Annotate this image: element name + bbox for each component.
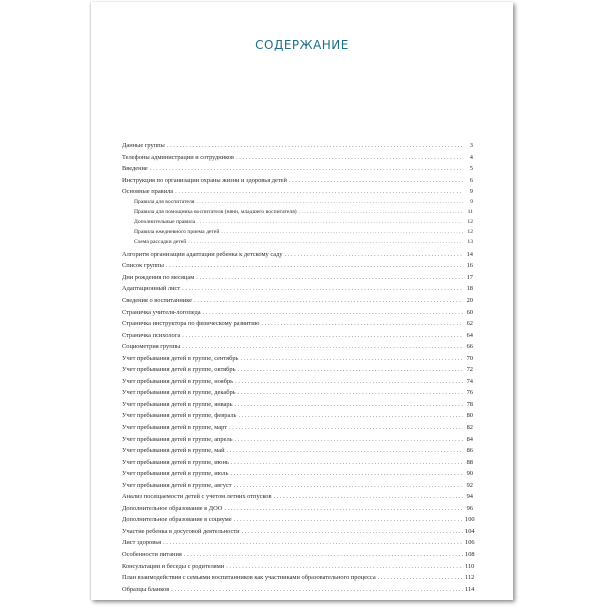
toc-entry <box>122 420 473 432</box>
toc-entry <box>122 558 473 570</box>
toc-page-number: 96 <box>466 504 473 512</box>
toc-page-number: 112 <box>465 574 475 582</box>
toc-page-number: 90 <box>466 470 473 478</box>
toc-dot-leader <box>378 574 463 581</box>
toc-page-number: 114 <box>465 585 475 593</box>
toc-page-number: 66 <box>466 343 473 351</box>
toc-entry-title: Социометрия группы <box>122 343 181 351</box>
toc-page-number: 72 <box>466 366 473 374</box>
toc-entry <box>122 150 473 162</box>
toc-dot-leader <box>163 539 463 546</box>
toc-entry-title: Страничка инструктора по физическому развитию <box>122 320 260 328</box>
document-page <box>91 2 513 600</box>
toc-dot-leader <box>224 505 463 512</box>
toc-entry <box>122 397 473 409</box>
toc-entry-title: Консультации и беседы с родителями <box>122 562 225 570</box>
toc-entry-title: Схема рассадки детей <box>134 239 187 246</box>
toc-entry <box>122 547 473 559</box>
toc-entry-title: Учет пребывания детей в группе, июнь <box>122 458 229 466</box>
toc-dot-leader <box>273 493 463 500</box>
toc-entry-title: Алгоритм организации адаптации ребенка к детскому саду <box>122 250 283 258</box>
toc-entry-title: Страничка психолога <box>122 331 181 339</box>
toc-dot-leader <box>194 297 463 304</box>
toc-entry-title: Основные правила <box>122 188 174 196</box>
toc-entry-title: Дополнительное образование в ДОО <box>122 504 223 512</box>
toc-page-number: 100 <box>465 516 475 524</box>
toc-entry <box>122 281 473 293</box>
toc-entry-title: Дополнительные правила <box>134 218 196 225</box>
toc-page-number: 3 <box>469 142 473 150</box>
toc-dot-leader <box>188 239 463 246</box>
toc-page-number: 12 <box>467 218 473 225</box>
toc-page-number: 11 <box>467 208 473 215</box>
toc-subentry <box>122 226 473 236</box>
toc-dot-leader <box>167 142 463 149</box>
toc-entry-title: Образцы бланков <box>122 585 170 593</box>
toc-page-number: 9 <box>469 188 473 196</box>
toc-entry-title: Дни рождения по месяцам <box>122 273 195 281</box>
toc-entry-title: Список группы <box>122 262 164 270</box>
toc-dot-leader <box>182 285 463 292</box>
toc-dot-leader <box>299 209 463 216</box>
toc-subentry <box>122 216 473 226</box>
toc-dot-leader <box>238 389 463 396</box>
toc-entry <box>122 501 473 513</box>
page-title: СОДЕРЖАНИЕ <box>255 38 349 52</box>
toc-page-number: 14 <box>466 250 473 258</box>
toc-entry-title: Учет пребывания детей в группе, октябрь <box>122 366 236 374</box>
toc-entry <box>122 339 473 351</box>
toc-entry-title: Телефоны администрации и сотрудников <box>122 153 235 161</box>
toc-entry-title: Введение <box>122 165 148 173</box>
toc-entry-title: Учет пребывания детей в группе, июль <box>122 470 229 478</box>
toc-page-number: 88 <box>466 458 473 466</box>
toc-dot-leader <box>285 251 463 258</box>
toc-entry-title: План взаимодействия с семьями воспитанников как участниками образовательного процесса <box>122 574 376 582</box>
toc-entry-title: Учет пребывания детей в группе, апрель <box>122 435 233 443</box>
toc-page-number: 74 <box>466 377 473 385</box>
toc-dot-leader <box>150 165 463 172</box>
toc-entry-title: Учет пребывания детей в группе, ноябрь <box>122 377 234 385</box>
toc-entry <box>122 161 473 173</box>
toc-dot-leader <box>226 563 463 570</box>
toc-dot-leader <box>182 343 463 350</box>
toc-entry <box>122 489 473 501</box>
toc-dot-leader <box>231 459 463 466</box>
toc-dot-leader <box>171 586 463 593</box>
toc-entry-title: Анализ посещаемости детей с учетом летних отпусков <box>122 493 272 501</box>
toc-dot-leader <box>235 401 464 408</box>
toc-dot-leader <box>184 551 463 558</box>
toc-subentry <box>122 236 473 246</box>
toc-entry <box>122 270 473 282</box>
toc-dot-leader <box>289 177 463 184</box>
toc-entry <box>122 138 473 150</box>
toc-entry-title: Адаптационный лист <box>122 285 181 293</box>
toc-entry-title: Данные группы <box>122 142 165 150</box>
toc-page-number: 108 <box>465 551 475 559</box>
toc-dot-leader <box>197 219 463 226</box>
toc-dot-leader <box>221 229 463 236</box>
toc-dot-leader <box>236 154 463 161</box>
toc-page-number: 78 <box>466 400 473 408</box>
toc-dot-leader <box>196 274 463 281</box>
toc-page-number: 5 <box>469 165 473 173</box>
toc-entry-title: Учет пребывания детей в группе, февраль <box>122 412 237 420</box>
table-of-contents <box>122 138 473 593</box>
toc-page-number: 80 <box>466 412 473 420</box>
toc-page-number: 110 <box>465 562 475 570</box>
toc-entry-title: Учет пребывания детей в группе, сентябрь <box>122 354 239 362</box>
toc-entry-title: Учет пребывания детей в группе, март <box>122 424 227 432</box>
toc-entry-title: Учет пребывания детей в группе, август <box>122 481 232 489</box>
toc-entry <box>122 478 473 490</box>
toc-entry <box>122 570 473 582</box>
toc-dot-leader <box>235 436 463 443</box>
toc-dot-leader <box>229 424 463 431</box>
toc-entry <box>122 328 473 340</box>
toc-dot-leader <box>235 378 463 385</box>
toc-entry <box>122 535 473 547</box>
toc-page-number: 16 <box>466 262 473 270</box>
toc-dot-leader <box>182 332 463 339</box>
toc-page-number: 84 <box>466 435 473 443</box>
toc-entry <box>122 258 473 270</box>
toc-entry <box>122 293 473 305</box>
toc-page-number: 6 <box>469 176 473 184</box>
toc-page-number: 17 <box>466 273 473 281</box>
toc-entry <box>122 455 473 467</box>
toc-page-number: 70 <box>466 354 473 362</box>
toc-entry <box>122 351 473 363</box>
toc-entry-title: Учет пребывания детей в группе, январь <box>122 400 233 408</box>
toc-entry-title: Учет пребывания детей в группе, май <box>122 447 225 455</box>
toc-dot-leader <box>261 320 463 327</box>
toc-entry <box>122 466 473 478</box>
toc-page-number: 76 <box>466 389 473 397</box>
toc-dot-leader <box>237 366 463 373</box>
toc-dot-leader <box>175 188 463 195</box>
toc-entry <box>122 247 473 259</box>
toc-page-number: 64 <box>466 331 473 339</box>
toc-subentry <box>122 206 473 216</box>
toc-page-number: 92 <box>466 481 473 489</box>
toc-page-number: 86 <box>466 447 473 455</box>
toc-dot-leader <box>230 470 463 477</box>
toc-dot-leader <box>196 199 463 206</box>
toc-entry <box>122 385 473 397</box>
toc-page-number: 9 <box>470 198 473 205</box>
toc-page-number: 94 <box>466 493 473 501</box>
toc-page-number: 82 <box>466 424 473 432</box>
toc-entry <box>122 316 473 328</box>
toc-page-number: 20 <box>466 297 473 304</box>
toc-entry <box>122 374 473 386</box>
toc-subentry <box>122 196 473 206</box>
toc-entry-title: Участие ребенка в досуговой деятельности <box>122 527 240 535</box>
toc-entry-title: Дополнительное образование в социуме <box>122 516 232 524</box>
toc-dot-leader <box>203 309 463 316</box>
toc-page-number: 12 <box>467 229 473 236</box>
toc-page-number: 60 <box>466 308 473 316</box>
toc-dot-leader <box>242 528 463 535</box>
toc-entry <box>122 304 473 316</box>
toc-dot-leader <box>238 412 463 419</box>
toc-entry-title: Сведения о воспитаннике <box>122 297 193 304</box>
toc-page-number: 62 <box>466 320 473 328</box>
toc-dot-leader <box>227 447 463 454</box>
toc-entry <box>122 431 473 443</box>
toc-entry <box>122 512 473 524</box>
toc-page-number: 18 <box>466 285 473 293</box>
toc-page-number: 104 <box>465 527 475 535</box>
toc-dot-leader <box>234 482 463 489</box>
toc-page-number: 4 <box>469 153 473 161</box>
toc-page-number: 106 <box>465 539 475 547</box>
toc-dot-leader <box>166 262 463 269</box>
toc-entry-title: Правила ежедневного приема детей <box>134 229 220 236</box>
toc-entry-title: Правила для помощника воспитателя (няни, младшего воспитателя) <box>134 208 297 215</box>
toc-entry <box>122 362 473 374</box>
toc-entry-title: Учет пребывания детей в группе, декабрь <box>122 389 236 397</box>
toc-entry <box>122 408 473 420</box>
toc-dot-leader <box>234 516 463 523</box>
toc-page-number: 13 <box>467 239 473 246</box>
toc-entry-title: Инструкция по организации охраны жизни и здоровья детей <box>122 176 287 184</box>
toc-entry <box>122 524 473 536</box>
toc-entry-title: Особенности питания <box>122 551 182 559</box>
toc-entry-title: Страничка учителя-логопеда <box>122 308 201 316</box>
toc-entry <box>122 184 473 196</box>
toc-entry <box>122 173 473 185</box>
toc-entry <box>122 443 473 455</box>
toc-entry-title: Лист здоровья <box>122 539 162 547</box>
toc-entry <box>122 582 473 594</box>
toc-entry-title: Правила для воспитателя <box>134 198 195 205</box>
toc-dot-leader <box>240 355 463 362</box>
